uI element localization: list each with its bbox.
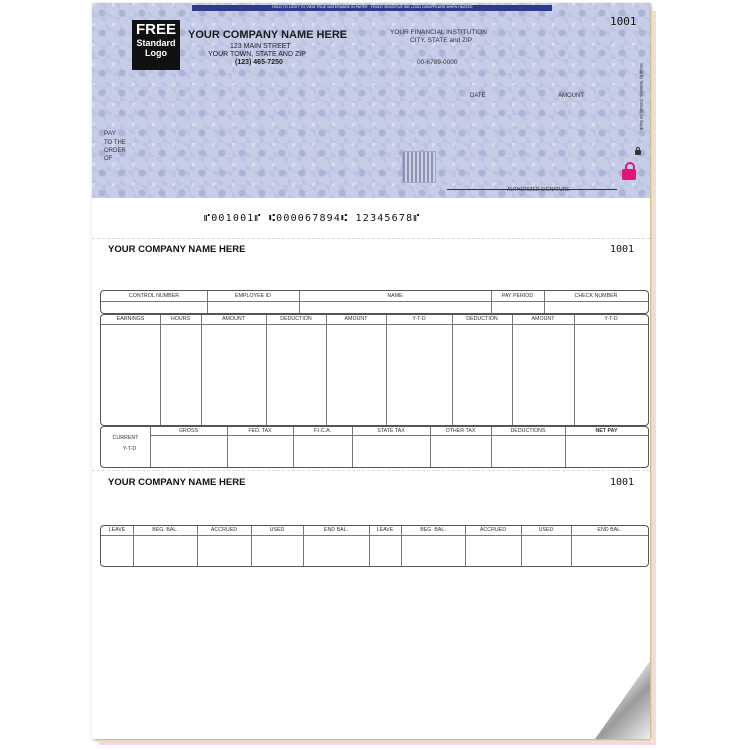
hdr-end-bal-2: END BAL.: [597, 527, 622, 533]
hdr-earnings: EARNINGS: [116, 316, 145, 322]
check-area: [92, 3, 650, 198]
address-line1: 123 MAIN STREET: [230, 43, 291, 50]
payroll-check-form: [92, 3, 650, 739]
stub2-company-name: YOUR COMPANY NAME HERE: [108, 477, 246, 488]
hdr-state-tax: STATE TAX: [377, 428, 405, 434]
hdr-accrued-1: ACCRUED: [210, 527, 238, 533]
hdr-control-number: CONTROL NUMBER: [128, 293, 180, 299]
hdr-accrued-2: ACCRUED: [479, 527, 507, 533]
bank-city: CITY, STATE and ZIP: [410, 37, 473, 44]
perforation-line-2: [92, 470, 650, 471]
hdr-ytd-2: Y-T-D: [604, 316, 618, 322]
hdr-hours: HOURS: [170, 316, 191, 322]
order-line1: TO THE: [104, 140, 126, 146]
security-band-text: HOLD TO LIGHT TO VIEW TRUE WATERMARK IN PAPER · FRONT SENSITIVE INK LOGO DISAPPEARS WHEN HEATED: [272, 5, 473, 9]
hdr-pay-period: PAY PERIOD: [501, 293, 534, 299]
company-name: YOUR COMPANY NAME HERE: [188, 29, 348, 41]
padlock-small-icon: [635, 150, 641, 155]
employee-info-box: [100, 290, 649, 314]
hdr-gross: GROSS: [178, 428, 199, 434]
security-hologram-icon: [402, 151, 436, 183]
company-logo: [132, 20, 180, 70]
hdr-deductions: DEDUCTIONS: [510, 428, 546, 434]
row-ytd: Y-T-D: [122, 446, 137, 452]
company-phone: (123) 465-7250: [235, 59, 283, 66]
hdr-ytd-1: Y-T-D: [412, 316, 426, 322]
hdr-beg-bal-1: BEG. BAL.: [152, 527, 178, 533]
hdr-leave-1: LEAVE: [108, 527, 126, 533]
stub1-company-name: YOUR COMPANY NAME HERE: [108, 244, 246, 255]
perforation-line-1: [92, 238, 650, 239]
hdr-used-2: USED: [538, 527, 554, 533]
logo-line1: FREE: [135, 21, 176, 38]
totals-table: [100, 426, 649, 468]
hdr-deduction-1: DEDUCTION: [280, 316, 312, 322]
hdr-name: NAME: [387, 293, 403, 299]
leave-balance-table: [100, 525, 649, 567]
bank-name: YOUR FINANCIAL INSTITUTION: [390, 29, 487, 36]
security-features-text: Security features. Details on back.: [639, 63, 644, 132]
hdr-other-tax: OTHER TAX: [445, 428, 476, 434]
hdr-amount-3: AMOUNT: [531, 316, 555, 322]
pay-label: PAY: [104, 130, 117, 137]
hdr-employee-id: EMPLOYEE ID: [235, 293, 271, 299]
earnings-deductions-table: [100, 314, 649, 426]
hdr-beg-bal-2: BEG. BAL.: [420, 527, 446, 533]
hdr-leave-2: LEAVE: [376, 527, 394, 533]
date-label: DATE: [470, 93, 486, 99]
routing-fraction: 00-6789-0000: [417, 59, 458, 66]
hdr-amount-2: AMOUNT: [344, 316, 368, 322]
stub2-check-number: 1001: [610, 477, 635, 488]
page-curl: [595, 661, 650, 739]
hdr-deduction-2: DEDUCTION: [466, 316, 498, 322]
check-number: 1001: [610, 15, 637, 28]
row-current: CURRENT: [112, 435, 139, 441]
hdr-fed-tax: FED. TAX: [248, 428, 272, 434]
hdr-check-number: CHECK NUMBER: [574, 293, 618, 299]
hdr-amount-1: AMOUNT: [222, 316, 245, 322]
signature-label: AUTHORIZED SIGNATURE: [507, 187, 570, 193]
order-line2: ORDER: [104, 148, 126, 154]
logo-line3: Logo: [145, 48, 167, 58]
stub1-check-number: 1001: [610, 244, 635, 255]
micr-line: ⑈001001⑈ ⑆000067894⑆ 12345678⑈: [204, 213, 421, 224]
order-line3: OF: [104, 156, 113, 162]
logo-line2: Standard: [136, 38, 176, 48]
hdr-net-pay: NET PAY: [595, 428, 618, 434]
amount-label: AMOUNT: [558, 93, 584, 99]
hdr-fica: F.I.C.A.: [313, 428, 332, 434]
hdr-end-bal-1: END BAL.: [323, 527, 349, 533]
address-line2: YOUR TOWN, STATE AND ZIP: [208, 51, 306, 58]
hdr-used-1: USED: [269, 527, 285, 533]
padlock-icon: [622, 169, 636, 180]
